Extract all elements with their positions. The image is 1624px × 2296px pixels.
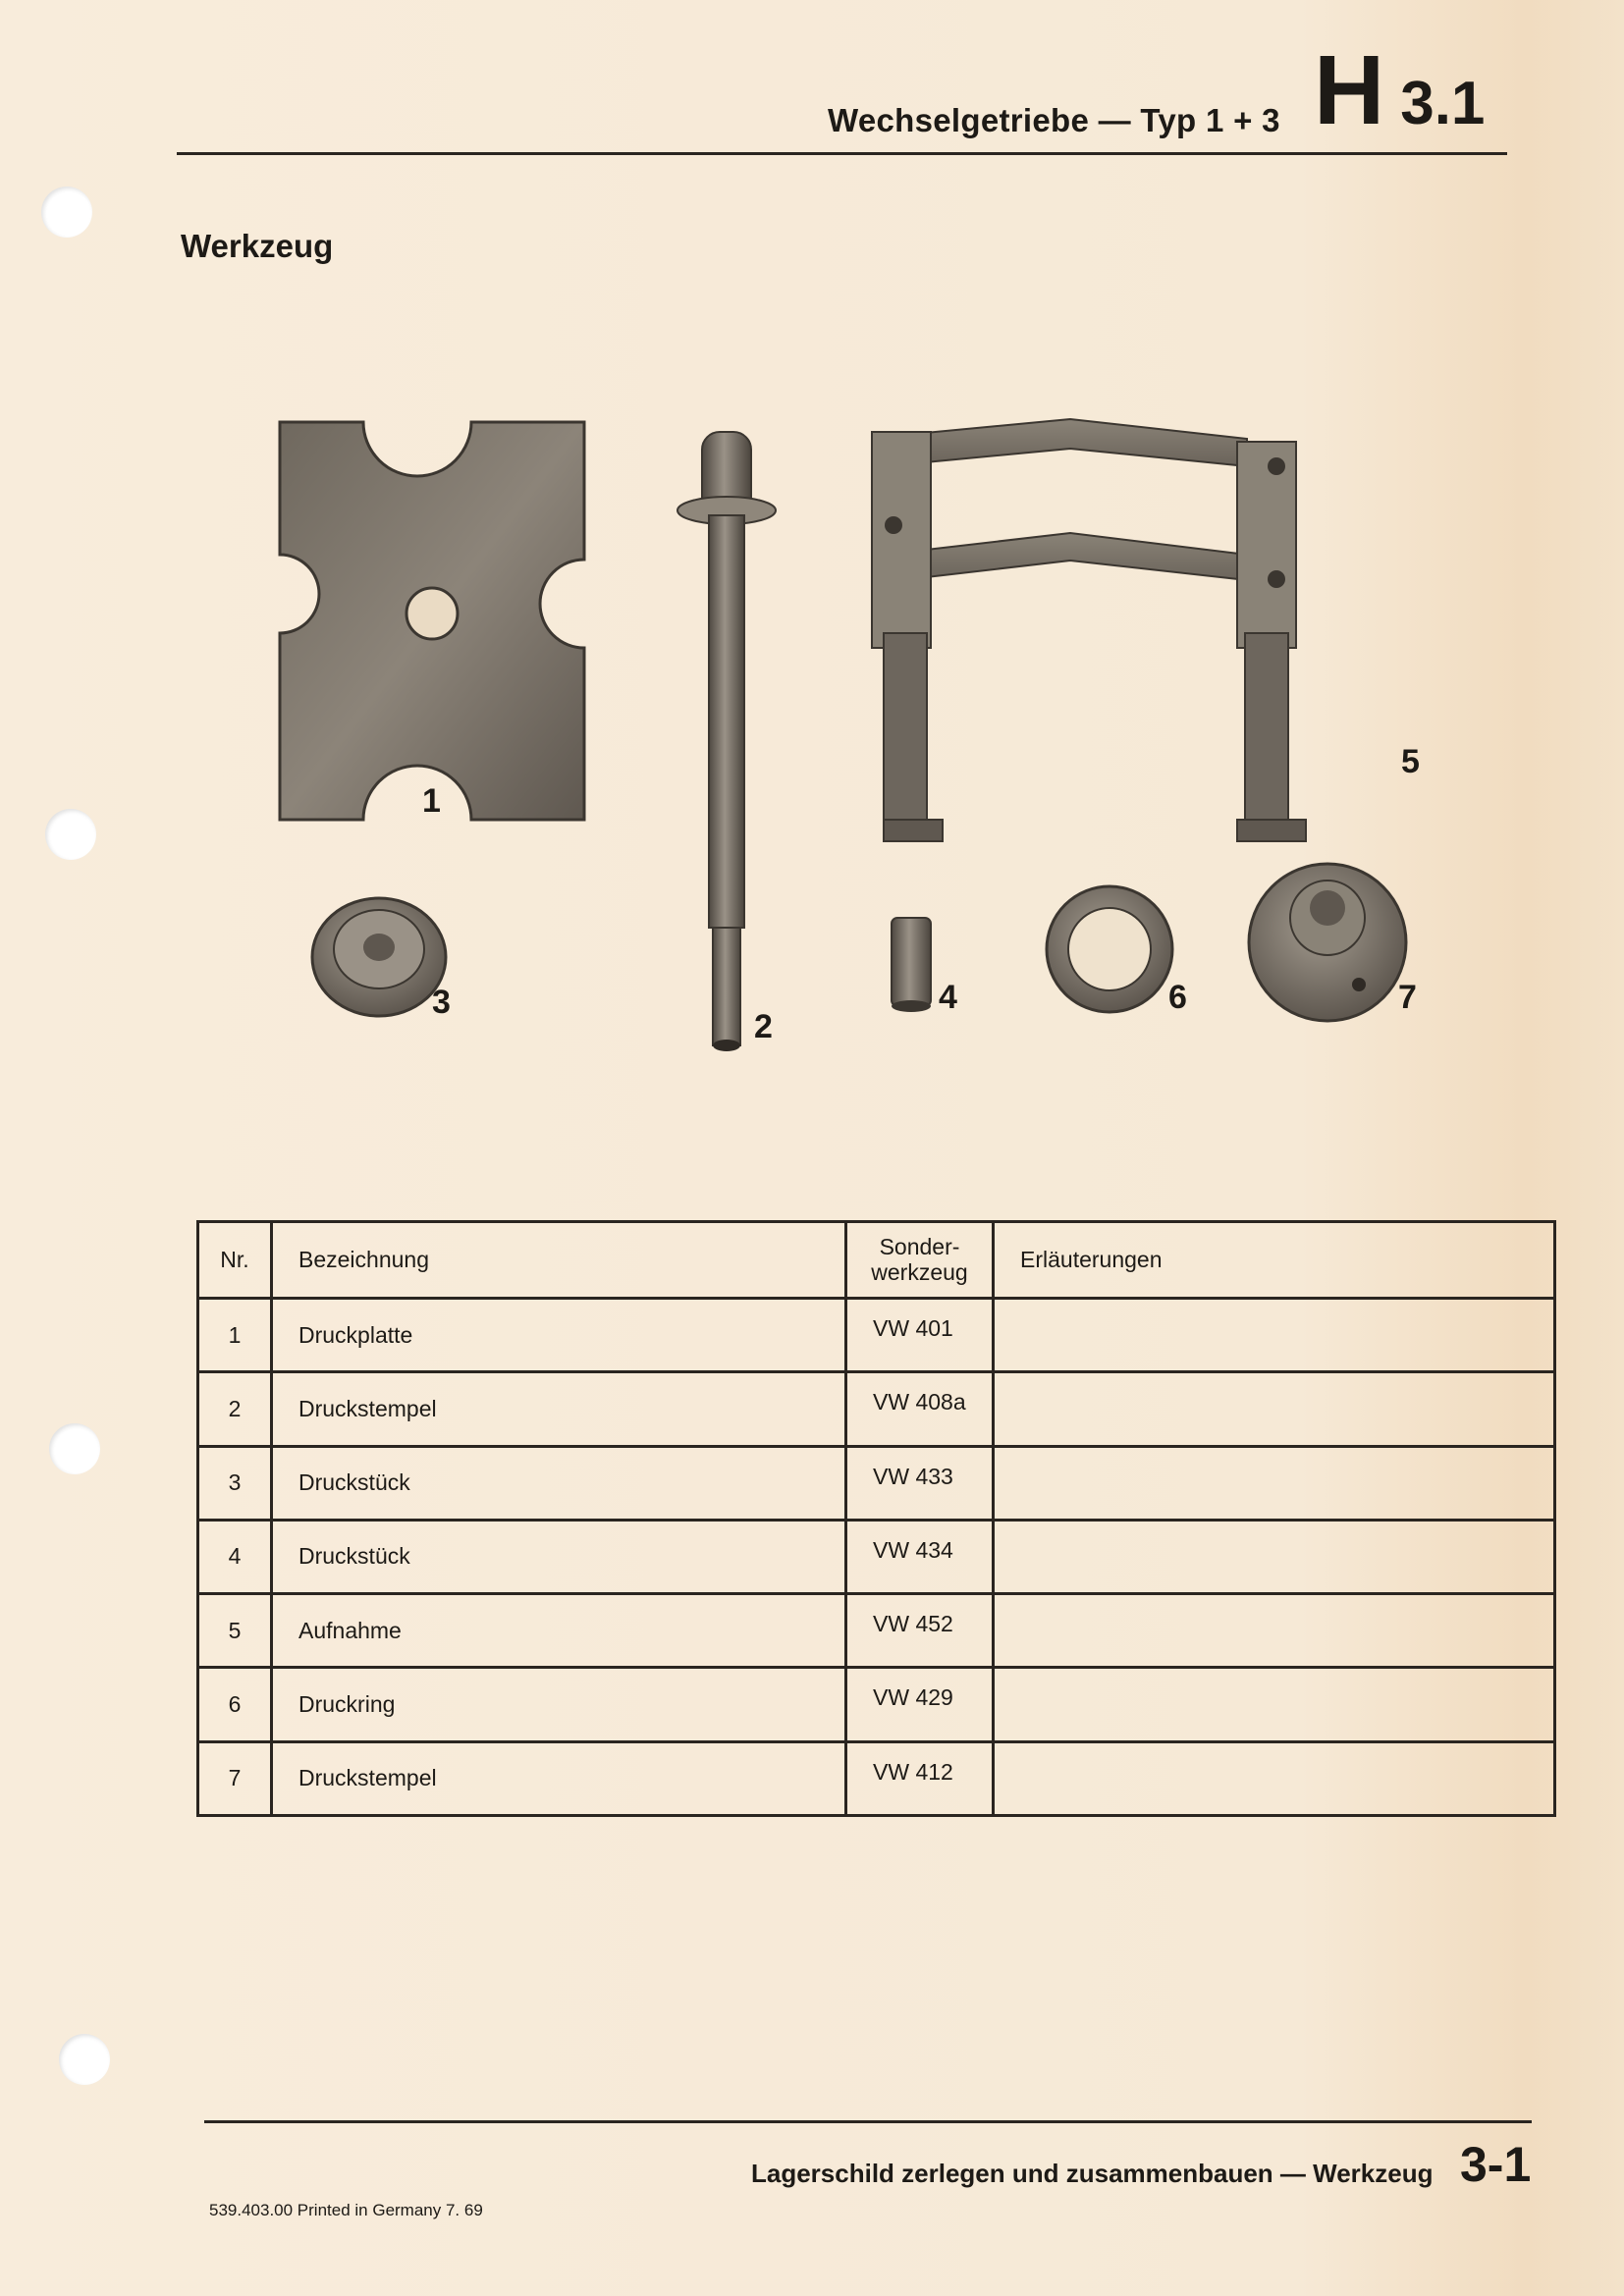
cell-bezeichnung: Druckplatte: [272, 1299, 846, 1372]
cell-bezeichnung: Druckstempel: [272, 1372, 846, 1446]
tools-photo: [255, 388, 1453, 1075]
cell-sonderwerkzeug: VW 433: [846, 1446, 994, 1520]
cell-nr: 3: [198, 1446, 272, 1520]
cell-nr: 4: [198, 1520, 272, 1593]
header-bezeichnung: Bezeichnung: [272, 1222, 846, 1299]
cell-erlaeuterungen: [994, 1741, 1555, 1815]
callout: 2: [754, 1008, 773, 1045]
tool-druckplatte: [280, 422, 584, 820]
footer-rule: [204, 2120, 1532, 2123]
section-number: 3.1: [1400, 70, 1486, 137]
binder-hole: [49, 1423, 100, 1474]
cell-bezeichnung: Druckstempel: [272, 1741, 846, 1815]
cell-sonderwerkzeug: VW 429: [846, 1668, 994, 1741]
section-code: [1314, 35, 1486, 145]
header-sonder-line1: Sonder-: [879, 1234, 960, 1260]
section-letter: H: [1314, 35, 1385, 145]
page-heading: Werkzeug: [181, 228, 334, 264]
tool-druckstempel-disc: [1249, 864, 1406, 1021]
callout: 4: [939, 979, 957, 1016]
footer-title: Lagerschild zerlegen und zusammenbauen — Werkzeug: [751, 2159, 1434, 2188]
tool-druckstempel-long: [677, 432, 776, 1051]
cell-nr: 1: [198, 1299, 272, 1372]
page-number: 3-1: [1460, 2137, 1532, 2192]
header-title: Wechselgetriebe — Typ 1 + 3: [828, 102, 1280, 138]
tool-aufnahme: [872, 419, 1306, 841]
table-row: [198, 1668, 1555, 1741]
table-row: [198, 1520, 1555, 1593]
tool-druckring: [1047, 886, 1172, 1012]
table-header-row: [198, 1222, 1555, 1299]
callout: 6: [1168, 979, 1187, 1016]
cell-bezeichnung: Druckstück: [272, 1520, 846, 1593]
table-row: [198, 1299, 1555, 1372]
cell-sonderwerkzeug: VW 434: [846, 1520, 994, 1593]
callout: 1: [422, 782, 441, 820]
callout: 7: [1398, 979, 1417, 1016]
binder-hole: [59, 2034, 110, 2085]
cell-bezeichnung: Druckring: [272, 1668, 846, 1741]
header-sonderwerkzeug: [846, 1222, 994, 1299]
cell-nr: 5: [198, 1594, 272, 1668]
table-row: [198, 1594, 1555, 1668]
tool-druckstueck-small: [892, 918, 931, 1012]
cell-sonderwerkzeug: VW 452: [846, 1594, 994, 1668]
cell-erlaeuterungen: [994, 1299, 1555, 1372]
callout: 3: [432, 984, 451, 1021]
cell-erlaeuterungen: [994, 1594, 1555, 1668]
header-nr: Nr.: [198, 1222, 272, 1299]
binder-hole: [41, 187, 92, 238]
cell-sonderwerkzeug: VW 401: [846, 1299, 994, 1372]
table-row: [198, 1741, 1555, 1815]
print-info: 539.403.00 Printed in Germany 7. 69: [209, 2201, 483, 2219]
table-row: [198, 1446, 1555, 1520]
header-rule: [177, 152, 1507, 155]
table-row: [198, 1372, 1555, 1446]
cell-erlaeuterungen: [994, 1668, 1555, 1741]
cell-sonderwerkzeug: VW 408a: [846, 1372, 994, 1446]
cell-sonderwerkzeug: VW 412: [846, 1741, 994, 1815]
header-sonder-line2: werkzeug: [871, 1258, 968, 1285]
cell-nr: 7: [198, 1741, 272, 1815]
cell-bezeichnung: Druckstück: [272, 1446, 846, 1520]
callout: 5: [1401, 743, 1420, 780]
cell-erlaeuterungen: [994, 1520, 1555, 1593]
cell-nr: 2: [198, 1372, 272, 1446]
header-erlaeuterungen: Erläuterungen: [994, 1222, 1555, 1299]
binder-hole: [45, 809, 96, 860]
tools-table: [196, 1220, 1556, 1817]
cell-erlaeuterungen: [994, 1372, 1555, 1446]
cell-bezeichnung: Aufnahme: [272, 1594, 846, 1668]
tool-druckstueck-round: [312, 898, 446, 1016]
cell-nr: 6: [198, 1668, 272, 1741]
cell-erlaeuterungen: [994, 1446, 1555, 1520]
